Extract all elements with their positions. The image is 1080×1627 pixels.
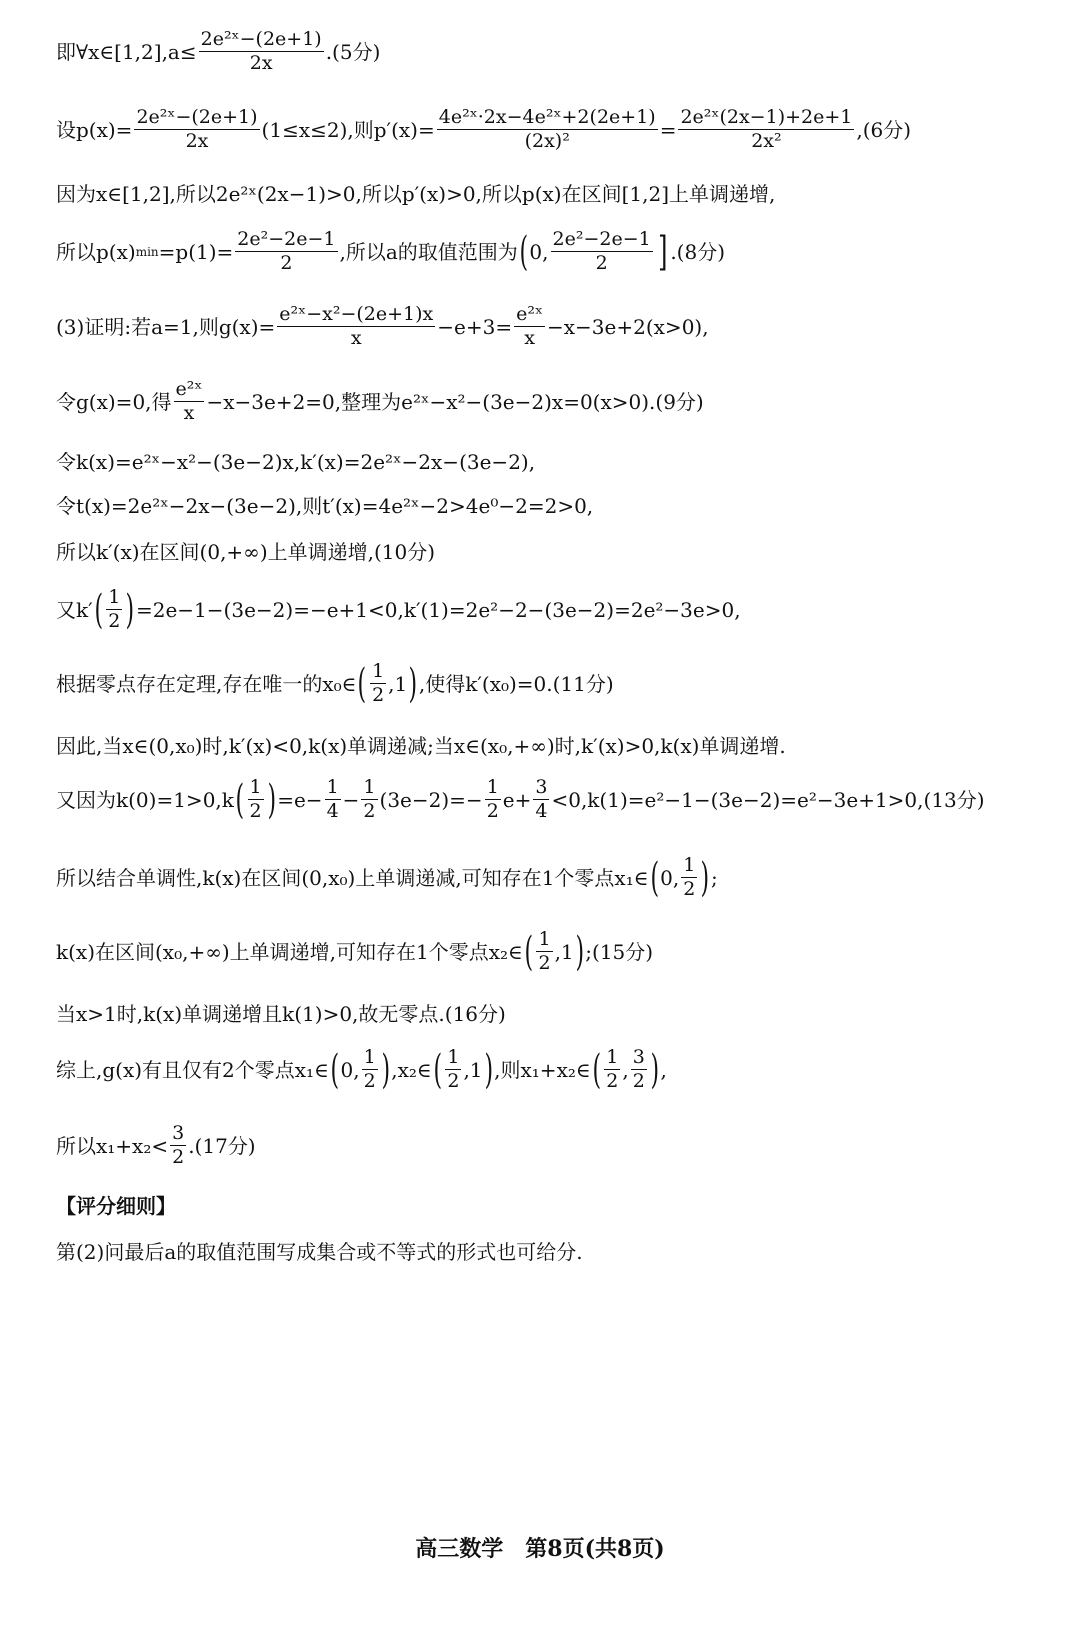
text: ,(6分) bbox=[856, 117, 912, 142]
text: e+ bbox=[502, 787, 532, 812]
fraction: $\frac{3}{2}$ bbox=[632, 1046, 645, 1092]
fraction: $\frac{1}{2}$ bbox=[363, 1046, 376, 1092]
fraction: $\frac{\text{4e²ˣ·2x−4e²ˣ+2(2e+1)}}{\text{(2x)²}}$ bbox=[438, 106, 656, 152]
fraction: $\frac{1}{4}$ bbox=[326, 776, 339, 822]
fraction: $\frac{1}{2}$ bbox=[108, 586, 121, 632]
fraction: $\frac{3}{2}$ bbox=[172, 1122, 185, 1168]
fraction: $\frac{1}{2}$ bbox=[363, 776, 376, 822]
text: =2e−1−(3e−2)=−e+1<0,k′(1)=2e²−2−(3e−2)=2e²−3e>0, bbox=[135, 597, 741, 622]
formula-line-17 bbox=[56, 1048, 667, 1091]
left-paren: ( bbox=[94, 586, 103, 633]
text: 令g(x)=0,得 bbox=[56, 389, 172, 414]
text: (3)证明:若a=1,则g(x)= bbox=[56, 314, 276, 339]
left-paren: ( bbox=[330, 1046, 339, 1093]
right-paren: ) bbox=[125, 586, 135, 633]
text: = bbox=[659, 117, 677, 142]
text: 即∀x∈[1,2],a≤ bbox=[56, 39, 197, 64]
text: 所以结合单调性,k(x)在区间(0,x₀)上单调递减,可知存在1个零点x₁∈ bbox=[56, 865, 649, 890]
formula-line-1 bbox=[56, 30, 380, 73]
left-paren: ( bbox=[592, 1046, 601, 1093]
formula-line-4 bbox=[56, 230, 725, 273]
text: 根据零点存在定理,存在唯一的x₀∈ bbox=[56, 671, 357, 696]
left-paren: ( bbox=[433, 1046, 442, 1093]
text: − bbox=[342, 787, 360, 812]
right-paren: ) bbox=[700, 854, 710, 901]
text: ,所以a的取值范围为 bbox=[339, 239, 518, 264]
text-line-7 bbox=[56, 452, 535, 472]
text: ,1 bbox=[463, 1057, 483, 1082]
formula-line-14 bbox=[56, 856, 718, 899]
fraction: $\frac{3}{4}$ bbox=[535, 776, 548, 822]
left-paren: ( bbox=[519, 228, 528, 275]
left-paren: ( bbox=[235, 776, 244, 823]
text: =e− bbox=[277, 787, 323, 812]
text: 【评分细则】 bbox=[56, 1194, 176, 1218]
text: , bbox=[622, 1057, 629, 1082]
fraction: $\frac{\text{2e²−2e−1}}{2}$ bbox=[552, 228, 651, 274]
right-bracket: ] bbox=[657, 228, 668, 275]
text-line-16 bbox=[56, 1004, 506, 1024]
fraction: $\frac{1}{2}$ bbox=[606, 1046, 619, 1092]
right-paren: ) bbox=[484, 1046, 493, 1093]
text: 综上,g(x)有且仅有2个零点x₁∈ bbox=[56, 1057, 329, 1082]
fraction: $\frac{\text{e²ˣ−x²−(2e+1)x}}{x}$ bbox=[279, 303, 434, 349]
fraction: $\frac{\text{2e²ˣ−(2e+1)}}{2x}$ bbox=[136, 106, 258, 152]
text: 因为x∈[1,2],所以2e²ˣ(2x−1)>0,所以p′(x)>0,所以p(x)在区间[1,2]上单调递增, bbox=[56, 182, 776, 206]
text: −x−3e+2(x>0), bbox=[547, 314, 709, 339]
grading-rules-text bbox=[56, 1242, 583, 1262]
formula-line-2 bbox=[56, 108, 911, 151]
text: .(17分) bbox=[188, 1133, 256, 1158]
text: 所以k′(x)在区间(0,+∞)上单调递增,(10分) bbox=[56, 540, 436, 564]
text: 0, bbox=[529, 239, 549, 264]
text: 0, bbox=[340, 1057, 360, 1082]
text: .(8分) bbox=[670, 239, 726, 264]
text: 第(2)问最后a的取值范围写成集合或不等式的形式也可给分. bbox=[56, 1240, 583, 1264]
text: ,x₂∈ bbox=[391, 1057, 432, 1082]
fraction: $\frac{\text{e²ˣ}}{x}$ bbox=[175, 378, 203, 424]
formula-line-6 bbox=[56, 380, 704, 423]
right-paren: ) bbox=[267, 776, 276, 823]
text: 又k′ bbox=[56, 597, 93, 622]
formula-line-10 bbox=[56, 588, 741, 631]
fraction: $\frac{1}{2}$ bbox=[538, 928, 551, 974]
fraction: $\frac{\text{2e²ˣ−(2e+1)}}{2x}$ bbox=[200, 28, 322, 74]
subscript: min bbox=[135, 244, 159, 259]
grading-rules-heading bbox=[56, 1196, 176, 1216]
formula-line-18 bbox=[56, 1124, 256, 1167]
text: 所以x₁+x₂< bbox=[56, 1133, 169, 1158]
text: <0,k(1)=e²−1−(3e−2)=e²−3e+1>0,(13分) bbox=[551, 787, 985, 812]
text: ,则x₁+x₂∈ bbox=[494, 1057, 591, 1082]
page-footer: 高三数学 第8页(共8页) bbox=[415, 1536, 665, 1562]
text-line-12 bbox=[56, 736, 786, 756]
text: 所以p(x) bbox=[56, 239, 136, 264]
text: (1≤x≤2),则p′(x)= bbox=[261, 117, 435, 142]
fraction: $\frac{1}{2}$ bbox=[372, 660, 385, 706]
text: =p(1)= bbox=[158, 239, 234, 264]
fraction: $\frac{1}{2}$ bbox=[447, 1046, 460, 1092]
text: ; bbox=[710, 865, 718, 890]
text: 令t(x)=2e²ˣ−2x−(3e−2),则t′(x)=4e²ˣ−2>4e⁰−2=2>0, bbox=[56, 494, 594, 518]
text: 0, bbox=[660, 865, 680, 890]
formula-line-11 bbox=[56, 662, 614, 705]
right-paren: ) bbox=[408, 660, 418, 707]
text: ,1 bbox=[388, 671, 408, 696]
text: ;(15分) bbox=[585, 939, 654, 964]
left-paren: ( bbox=[650, 854, 659, 901]
right-paren: ) bbox=[650, 1046, 659, 1093]
text: 设p(x)= bbox=[56, 117, 133, 142]
text: 因此,当x∈(0,x₀)时,k′(x)<0,k(x)单调递减;当x∈(x₀,+∞)时,k′(x)>0,k(x)单调递增. bbox=[56, 734, 786, 758]
right-paren: ) bbox=[381, 1046, 390, 1093]
text: 又因为k(0)=1>0,k bbox=[56, 787, 234, 812]
text: 令k(x)=e²ˣ−x²−(3e−2)x,k′(x)=2e²ˣ−2x−(3e−2), bbox=[56, 450, 536, 474]
left-paren: ( bbox=[524, 928, 533, 975]
text-line-9 bbox=[56, 542, 435, 562]
fraction: $\frac{\text{2e²ˣ(2x−1)+2e+1}}{\text{2x²}}$ bbox=[680, 106, 853, 152]
formula-line-5 bbox=[56, 305, 709, 348]
text: ,使得k′(x₀)=0.(11分) bbox=[418, 671, 614, 696]
fraction: $\frac{\text{e²ˣ}}{x}$ bbox=[516, 303, 544, 349]
text: ,1 bbox=[554, 939, 574, 964]
text: −e+3= bbox=[437, 314, 513, 339]
fraction: $\frac{\text{2e²−2e−1}}{2}$ bbox=[237, 228, 336, 274]
formula-line-15 bbox=[56, 930, 653, 973]
fraction: $\frac{1}{2}$ bbox=[249, 776, 262, 822]
text: k(x)在区间(x₀,+∞)上单调递增,可知存在1个零点x₂∈ bbox=[56, 939, 523, 964]
text-line-3 bbox=[56, 184, 775, 204]
fraction: $\frac{1}{2}$ bbox=[486, 776, 499, 822]
text-line-8 bbox=[56, 496, 593, 516]
formula-line-13 bbox=[56, 778, 985, 821]
fraction: $\frac{1}{2}$ bbox=[683, 854, 696, 900]
text: −x−3e+2=0,整理为e²ˣ−x²−(3e−2)x=0(x>0).(9分) bbox=[206, 389, 704, 414]
text: (3e−2)=− bbox=[379, 787, 483, 812]
text: 当x>1时,k(x)单调递增且k(1)>0,故无零点.(16分) bbox=[56, 1002, 506, 1026]
right-paren: ) bbox=[575, 928, 584, 975]
text: .(5分) bbox=[325, 39, 381, 64]
left-paren: ( bbox=[357, 660, 367, 707]
text: , bbox=[660, 1057, 667, 1082]
